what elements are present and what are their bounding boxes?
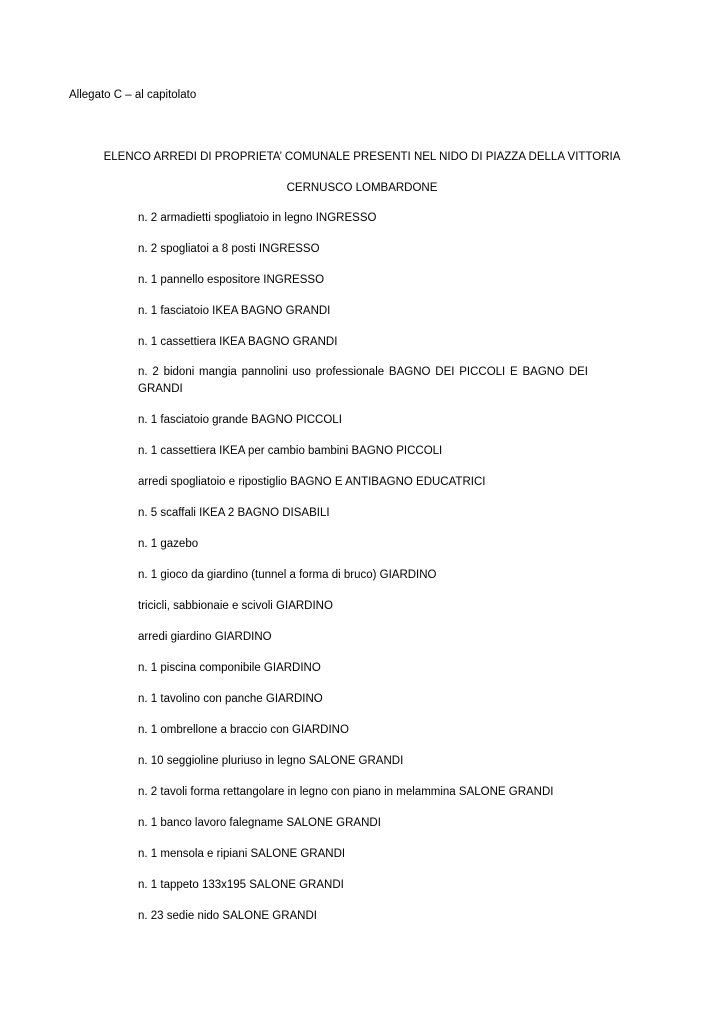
list-item: n. 1 ombrellone a braccio con GIARDINO — [138, 724, 349, 736]
list-item: n. 1 tavolino con panche GIARDINO — [138, 693, 323, 705]
list-item: tricicli, sabbionaie e scivoli GIARDINO — [138, 600, 333, 612]
list-item: n. 1 pannello espositore INGRESSO — [138, 274, 325, 286]
furniture-list — [138, 211, 588, 940]
list-item: n. 1 gazebo — [138, 538, 199, 550]
list-item: n. 1 banco lavoro falegname SALONE GRANDI — [138, 817, 381, 829]
document-title: ELENCO ARREDI DI PROPRIETA’ COMUNALE PRESENTI NEL NIDO DI PIAZZA DELLA VITTORIA — [103, 151, 621, 163]
list-item: n. 10 seggioline pluriuso in legno SALONE GRANDI — [138, 755, 404, 767]
list-item: n. 1 tappeto 133x195 SALONE GRANDI — [138, 879, 344, 891]
list-item: n. 1 fasciatoio grande BAGNO PICCOLI — [138, 414, 342, 426]
list-item: n. 2 armadietti spogliatoio in legno INGRESSO — [138, 212, 377, 224]
list-item: n. 23 sedie nido SALONE GRANDI — [138, 910, 317, 922]
list-item: arredi spogliatoio e ripostiglio BAGNO E ANTIBAGNO EDUCATRICI — [138, 476, 486, 488]
list-item: n. 1 cassettiera IKEA BAGNO GRANDI — [138, 336, 338, 348]
attachment-label: Allegato C – al capitolato — [69, 89, 197, 101]
list-item: n. 1 mensola e ripiani SALONE GRANDI — [138, 848, 346, 860]
list-item: n. 2 spogliatoi a 8 posti INGRESSO — [138, 243, 320, 255]
list-item: n. 2 bidoni mangia pannolini uso professionale BAGNO DEI PICCOLI E BAGNO DEI GRANDI — [138, 366, 588, 395]
list-item: arredi giardino GIARDINO — [138, 631, 272, 643]
list-item: n. 1 fasciatoio IKEA BAGNO GRANDI — [138, 305, 331, 317]
document-subtitle: CERNUSCO LOMBARDONE — [286, 182, 438, 194]
list-item: n. 5 scaffali IKEA 2 BAGNO DISABILI — [138, 507, 330, 519]
list-item: n. 1 gioco da giardino (tunnel a forma di bruco) GIARDINO — [138, 569, 437, 581]
list-item: n. 2 tavoli forma rettangolare in legno con piano in melammina SALONE GRANDI — [138, 786, 554, 798]
list-item: n. 1 piscina componibile GIARDINO — [138, 662, 321, 674]
list-item: n. 1 cassettiera IKEA per cambio bambini BAGNO PICCOLI — [138, 445, 443, 457]
